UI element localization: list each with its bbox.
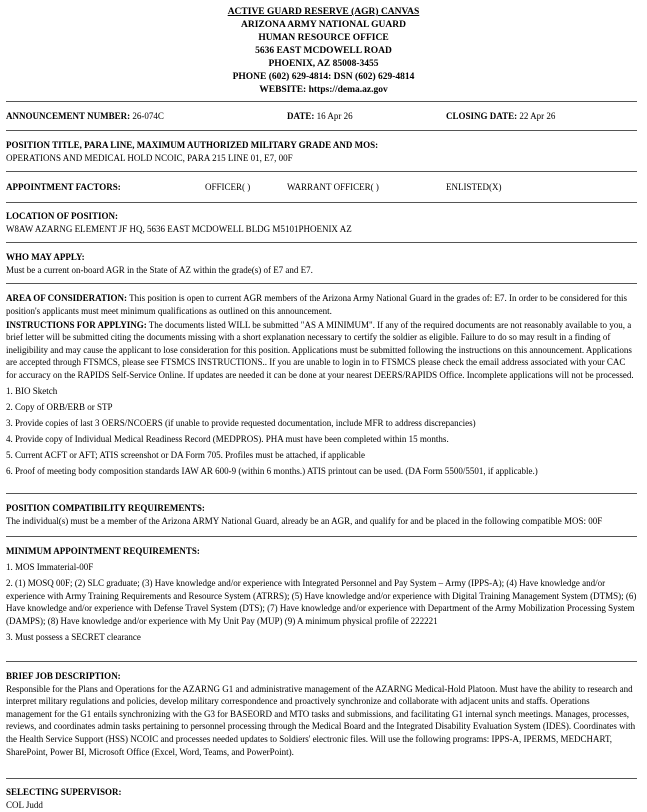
list-item: 2. Copy of ORB/ERB or STP bbox=[6, 401, 113, 412]
consideration-paragraph bbox=[6, 292, 637, 317]
list-item: 3. Must possess a SECRET clearance bbox=[6, 631, 141, 642]
document-header bbox=[0, 6, 647, 97]
minimum-requirements-section bbox=[6, 545, 637, 643]
who-may-apply-value: Must be a current on-board AGR in the State of AZ within the grade(s) of E7 and E7. bbox=[6, 264, 313, 275]
divider bbox=[6, 202, 637, 203]
divider bbox=[6, 171, 637, 172]
consideration-label: AREA OF CONSIDERATION: bbox=[6, 293, 128, 303]
instructions-paragraph bbox=[6, 319, 637, 382]
list-item: 1. BIO Sketch bbox=[6, 385, 58, 396]
supervisor-label: SELECTING SUPERVISOR: bbox=[6, 787, 122, 797]
job-description-section bbox=[6, 670, 637, 758]
consideration-value: This position is open to current AGR members of the Arizona Army National Guard in the grades of: E7. In order to be considered for this position's applicants must meet minimum qualifications as outlined on this announcement. bbox=[6, 293, 627, 316]
divider bbox=[6, 778, 637, 779]
closing-date: CLOSING DATE: 22 Apr 26 bbox=[446, 111, 556, 121]
office-name: HUMAN RESOURCE OFFICE bbox=[258, 33, 389, 43]
who-may-apply-section bbox=[6, 251, 637, 276]
divider bbox=[6, 493, 637, 494]
supervisor-section bbox=[6, 786, 637, 811]
officer-option: OFFICER( ) bbox=[205, 182, 251, 192]
consideration-section bbox=[6, 292, 637, 317]
announcement-number: ANNOUNCEMENT NUMBER: 26-074C bbox=[6, 111, 164, 121]
list-item: 1. MOS Immaterial-00F bbox=[6, 561, 94, 572]
instructions-value: The documents listed WILL be submitted "AS A MINIMUM". If any of the required documents are not reasonably available to you, a brief letter will be submitted citing the documents missing with a short explanation necessary to certify the soldier as eligible. Failure to do so may result in a finding of ineligibility and may cause the applicant to lose consideration for this position. Applications must be submitted following the instructions on this announcement. Applications are accepted through FTSMCS, please see FTSMCS INSTRUCTIONS.. If you are unable to login in to FTSMCS please check the email address associated with your CAC for accuracy on the RAPIDS Self-Service Online. If updates are needed it can be done at your nearest DEERS/RAPIDS Office. Incomplete applications will not be processed. bbox=[6, 319, 634, 380]
organization-name: ARIZONA ARMY NATIONAL GUARD bbox=[241, 20, 406, 30]
divider bbox=[6, 101, 637, 102]
divider bbox=[6, 661, 637, 662]
city-state-zip: PHOENIX, AZ 85008-3455 bbox=[268, 59, 379, 69]
enlisted-option: ENLISTED(X) bbox=[446, 182, 502, 192]
list-item: 3. Provide copies of last 3 OERS/NCOERS (if unable to provide requested documentation, include MFR to address discrepancies) bbox=[6, 417, 476, 428]
compatibility-value: The individual(s) must be a member of the Arizona ARMY National Guard, already be an AGR, and qualify for and be placed in the following compatible MOS: 00F bbox=[6, 515, 603, 526]
divider bbox=[6, 242, 637, 243]
job-description-value: Responsible for the Plans and Operations for the AZARNG G1 and administrative management of the AZARNG Medical-Hold Platoon. Must have the ability to research and interpret military regulations and policies, develop military correspondence and proactively synchronize and collaborate with adjacent units and staffs. Operations management for the G1 entails synchronizing with the G3 for BASEORD and MTO tasks and submissions, and facilitating G1 internal synch meetings. Manages, processes, reviews, and coordinates admin tasks pertaining to personnel processing through the Medical Board and the Integrated Disability Evaluation System (IDES). Coordinates with the Health Service Support (HSS) NCOIC and processes needed updates to Soldiers' electronic files. Will use the following programs: IPPS-A, IPERMS, MEDCHART, SharePoint, Power BI, Microsoft Office (Excel, Word, Teams, and PowerPoint). bbox=[6, 683, 636, 757]
website[interactable]: WEBSITE: https://dema.az.gov bbox=[259, 85, 388, 95]
position-value: OPERATIONS AND MEDICAL HOLD NCOIC, PARA 215 LINE 01, E7, 00F bbox=[6, 152, 293, 163]
location-section bbox=[6, 210, 637, 235]
street-address: 5636 EAST MCDOWELL ROAD bbox=[255, 46, 392, 56]
location-label: LOCATION OF POSITION: bbox=[6, 211, 119, 221]
divider bbox=[6, 283, 637, 284]
position-label: POSITION TITLE, PARA LINE, MAXIMUM AUTHORIZED MILITARY GRADE AND MOS: bbox=[6, 140, 379, 150]
compatibility-label: POSITION COMPATIBILITY REQUIREMENTS: bbox=[6, 503, 205, 513]
list-item: 4. Provide copy of Individual Medical Readiness Record (MEDPROS). PHA must have been completed within 15 months. bbox=[6, 433, 449, 444]
instructions-label: INSTRUCTIONS FOR APPLYING: bbox=[6, 319, 147, 330]
appointment-label: APPOINTMENT FACTORS: bbox=[6, 182, 121, 192]
minimum-requirements-label: MINIMUM APPOINTMENT REQUIREMENTS: bbox=[6, 546, 200, 556]
job-description-label: BRIEF JOB DESCRIPTION: bbox=[6, 671, 121, 681]
location-value: W8AW AZARNG ELEMENT JF HQ, 5636 EAST MCDOWELL BLDG M5101PHOENIX AZ bbox=[6, 223, 352, 234]
list-item: 2. (1) MOSQ 00F; (2) SLC graduate; (3) Have knowledge and/or experience with Integrated Personnel and Pay System – Army (IPPS-A); (4) Have knowledge and/or experience with Army Training Requirements and Resource System (ATRRS); (5) Have knowledge and/or experience with Digital Training Management System (DTMS); (6) Have knowledge and/or experience with Defense Travel System (DTS); (7) Have knowledge and/or experience with Department of the Army Mobilization Processing System (DAMPS); (8) Have knowledge and/or experience with My Unit Pay (MUP) (9) A minimum physical profile of 222221 bbox=[6, 577, 637, 626]
warrant-officer-option: WARRANT OFFICER( ) bbox=[287, 182, 379, 192]
divider bbox=[6, 536, 637, 537]
position-section bbox=[6, 139, 637, 164]
compatibility-section bbox=[6, 502, 637, 527]
document-title: ACTIVE GUARD RESERVE (AGR) CANVAS bbox=[227, 7, 420, 17]
phone-numbers: PHONE (602) 629-4814: DSN (602) 629-4814 bbox=[232, 72, 415, 82]
who-may-apply-label: WHO MAY APPLY: bbox=[6, 252, 85, 262]
list-item: 5. Current ACFT or AFT; ATIS screenshot or DA Form 705. Profiles must be attached, if applicable bbox=[6, 449, 366, 460]
supervisor-value: COL Judd bbox=[6, 799, 43, 810]
divider bbox=[6, 130, 637, 131]
instructions-section bbox=[6, 319, 637, 478]
list-item: 6. Proof of meeting body composition standards IAW AR 600-9 (within 6 months.) ATIS printout can be used. (DA Form 5500/5501, if applicable.) bbox=[6, 465, 538, 476]
announcement-date: DATE: 16 Apr 26 bbox=[287, 111, 353, 121]
